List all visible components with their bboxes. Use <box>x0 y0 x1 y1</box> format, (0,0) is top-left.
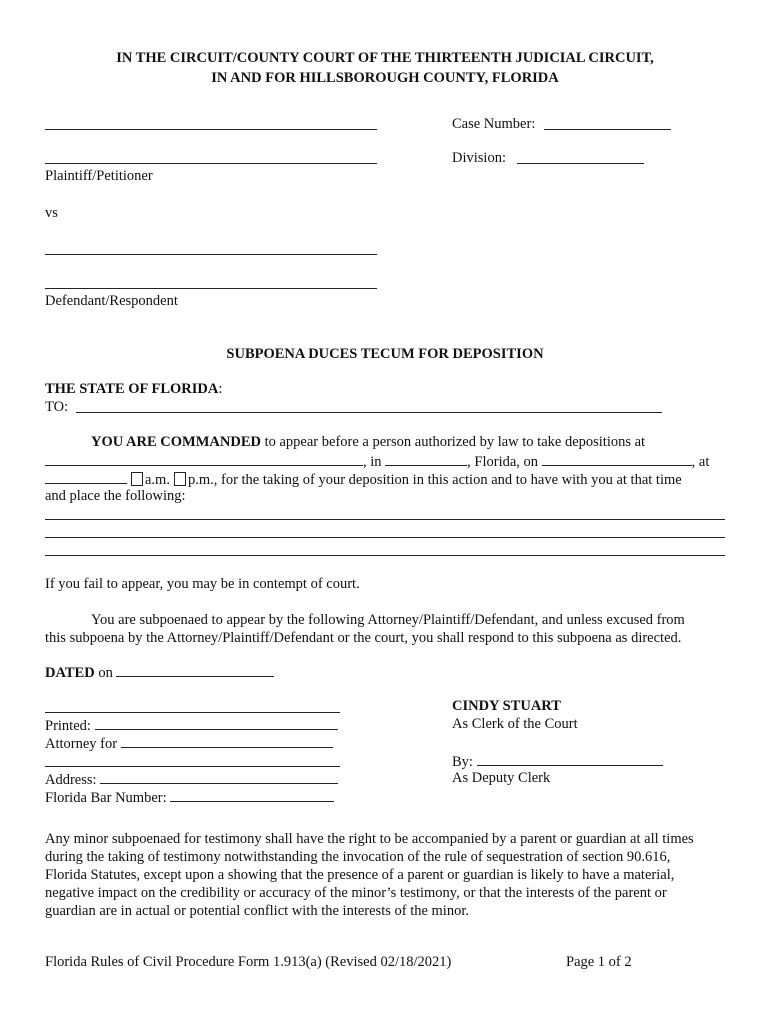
division-field[interactable] <box>517 163 644 164</box>
bar-number-field[interactable] <box>170 788 334 802</box>
printed-row <box>45 716 338 735</box>
minor-notice-line5: guardian are in actual or potential conflict with the interests of the minor. <box>45 903 469 919</box>
command-line1 <box>91 434 645 451</box>
state-colon: : <box>218 381 223 397</box>
clerk-title: As Clerk of the Court <box>452 716 578 732</box>
pm-label: p.m., for the taking of your deposition in this action and to have with you at that time <box>187 472 682 488</box>
dated-label: DATED <box>45 665 95 681</box>
florida-on-text: , Florida, on <box>467 454 539 470</box>
case-number-label: Case Number: <box>452 116 536 132</box>
division-label: Division: <box>452 150 506 166</box>
footer-page: Page 1 of 2 <box>566 954 632 970</box>
plaintiff-label: Plaintiff/Petitioner <box>45 168 153 184</box>
dated-field[interactable] <box>116 663 274 677</box>
address-label: Address: <box>45 772 97 788</box>
bar-number-row <box>45 788 334 807</box>
by-row <box>452 752 663 771</box>
printed-field[interactable] <box>95 716 338 730</box>
case-number-field[interactable] <box>544 129 671 130</box>
plaintiff-line[interactable] <box>45 163 377 164</box>
dated-on: on <box>94 665 113 681</box>
attorney-extra-line[interactable] <box>45 766 340 767</box>
minor-notice <box>45 830 694 920</box>
city-field[interactable] <box>385 452 467 466</box>
subpoenaed-line2: this subpoena by the Attorney/Plaintiff/Defendant or the court, you shall respond to this subpoena as directed. <box>45 630 682 646</box>
deputy-clerk: As Deputy Clerk <box>452 770 551 786</box>
defendant-line[interactable] <box>45 288 377 289</box>
command-text1: to appear before a person authorized by law to take depositions at <box>260 434 646 450</box>
command-line4: and place the following: <box>45 488 186 504</box>
minor-notice-line4: negative impact on the credibility or accuracy of the minor’s testimony, or that the interests of the parent or <box>45 885 667 901</box>
court-header-line1: IN THE CIRCUIT/COUNTY COURT OF THE THIRTEENTH JUDICIAL CIRCUIT, <box>116 50 654 66</box>
footer-form: Florida Rules of Civil Procedure Form 1.913(a) (Revised 02/18/2021) <box>45 954 452 970</box>
command-line2 <box>45 452 709 471</box>
attorney-signature-line[interactable] <box>45 712 340 713</box>
time-field[interactable] <box>45 470 127 484</box>
attorney-for-label: Attorney for <box>45 736 118 752</box>
you-are-commanded: YOU ARE COMMANDED <box>91 434 261 450</box>
minor-notice-line3: Florida Statutes, except upon a showing that the presence of a parent or guardian is likely to have a material, <box>45 867 675 883</box>
pm-checkbox[interactable] <box>174 472 186 486</box>
at-text: , at <box>691 454 710 470</box>
court-header-line2: IN AND FOR HILLSBOROUGH COUNTY, FLORIDA <box>211 70 559 86</box>
to-label: TO: <box>45 399 69 415</box>
state-label: THE STATE OF FLORIDA <box>45 381 219 397</box>
address-row <box>45 770 338 789</box>
items-line-3[interactable] <box>45 555 725 556</box>
by-field[interactable] <box>477 752 663 766</box>
subpoenaed-line1: You are subpoenaed to appear by the following Attorney/Plaintiff/Defendant, and unless excused from <box>91 612 685 628</box>
attorney-for-field[interactable] <box>121 734 333 748</box>
items-line-2[interactable] <box>45 537 725 538</box>
to-field[interactable] <box>76 412 662 413</box>
by-label: By: <box>452 754 473 770</box>
defendant-label: Defendant/Respondent <box>45 293 178 309</box>
command-line3 <box>45 470 682 489</box>
minor-notice-line2: during the taking of testimony notwithstanding the invocation of the rule of sequestration of section 90.616, <box>45 849 671 865</box>
party-line-2[interactable] <box>45 254 377 255</box>
location-field[interactable] <box>45 452 363 466</box>
date-field[interactable] <box>542 452 692 466</box>
am-checkbox[interactable] <box>131 472 143 486</box>
attorney-for-row <box>45 734 333 753</box>
vs-label: vs <box>45 205 58 221</box>
contempt-text: If you fail to appear, you may be in contempt of court. <box>45 576 360 592</box>
bar-number-label: Florida Bar Number: <box>45 790 167 806</box>
am-label: a.m. <box>145 472 170 488</box>
in-text: , in <box>363 454 382 470</box>
document-title: SUBPOENA DUCES TECUM FOR DEPOSITION <box>226 346 544 362</box>
items-line-1[interactable] <box>45 519 725 520</box>
address-field[interactable] <box>100 770 338 784</box>
party-line-1[interactable] <box>45 129 377 130</box>
minor-notice-line1: Any minor subpoenaed for testimony shall have the right to be accompanied by a parent or guardian at all times <box>45 831 694 847</box>
state-of-florida <box>45 381 222 398</box>
printed-label: Printed: <box>45 718 91 734</box>
clerk-name: CINDY STUART <box>452 698 561 714</box>
dated-row <box>45 663 274 682</box>
